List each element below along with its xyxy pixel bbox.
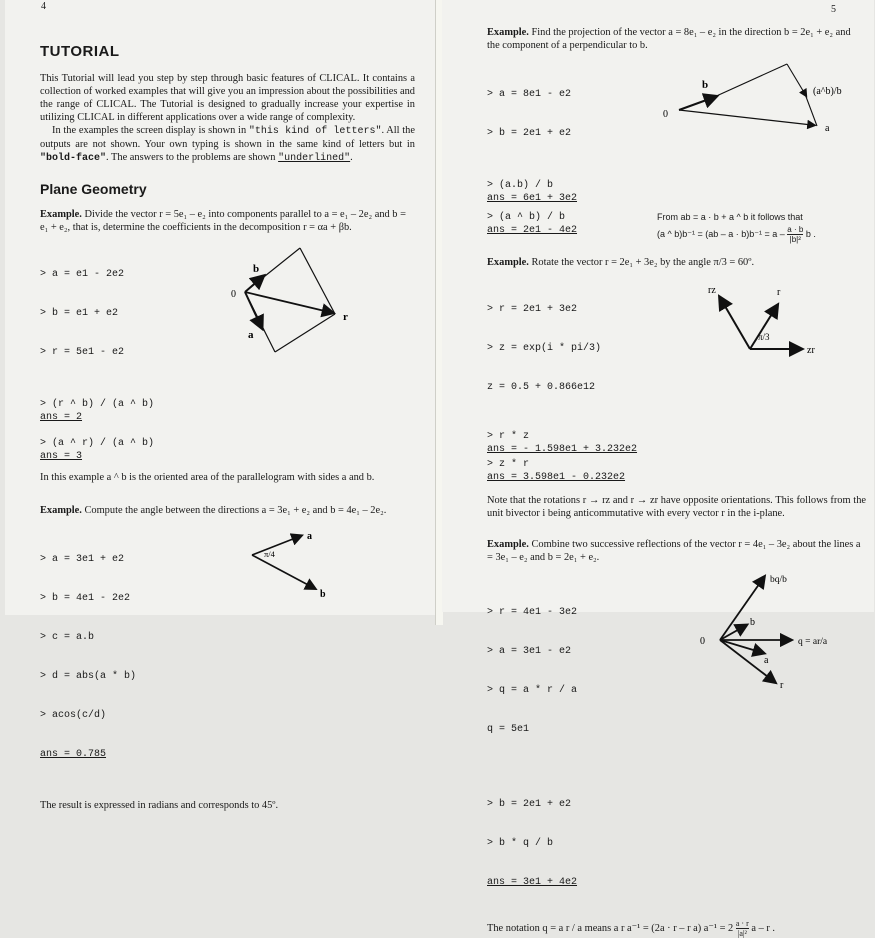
page-number: 5 <box>831 4 836 15</box>
parallelogram-diagram <box>225 242 365 360</box>
left-page <box>5 0 435 811</box>
example-4-answer-2: ans = 3.598e1 - 0.232e2 <box>487 472 626 483</box>
b-extension-line <box>712 64 787 98</box>
example-3-code <box>487 62 657 166</box>
text: a – r . <box>751 922 776 934</box>
code-line: > b = e1 + e2 <box>40 308 119 319</box>
intro-paragraph-1: This Tutorial will lead you step by step through basic features of CLICAL. It contains a collection of worked examples that will give you an impression about the possibilities and the range of CLICAL. The Tutorial is designed to gradually increase your expertise in utilizing CLICAL in different applications over a wide range of complexity. <box>40 73 415 123</box>
code-line: > b * q / b <box>487 838 554 849</box>
rz-label: rz <box>708 285 716 296</box>
example-1-note: In this example a ^ b is the oriented area of the parallelogram with sides a and b. <box>40 472 375 483</box>
projection-diagram <box>657 58 862 136</box>
example-3-block-2 <box>487 211 866 244</box>
code-line: > b = 4e1 - 2e2 <box>40 593 131 604</box>
example-4-code-column <box>487 277 692 484</box>
r-label: r <box>343 311 348 323</box>
origin-label: 0 <box>231 289 236 300</box>
zr-label: zr <box>807 345 815 356</box>
example-2-code <box>40 527 240 787</box>
page-title: TUTORIAL <box>40 43 120 60</box>
vector-b-arrow <box>245 279 260 292</box>
code-line: > a = 3e1 + e2 <box>40 554 125 565</box>
example-3-answer-2: ans = 2e1 - 4e2 <box>487 225 578 236</box>
text: The notation q = a r / a means a r a⁻¹ = (2a · r – r a) a⁻¹ = 2 <box>487 922 734 934</box>
vector-b-arrow <box>252 555 312 587</box>
side-line <box>300 248 335 314</box>
perp-arrow <box>787 64 805 94</box>
example-3-cmd1: > (a.b) / b <box>487 180 554 191</box>
code-line: > a = 3e1 - e2 <box>487 646 572 657</box>
example-4-block <box>487 277 866 484</box>
code-line: > r = 2e1 + 3e2 <box>487 304 578 315</box>
q-label: q = ar/a <box>798 637 828 647</box>
text: Combine two successive reflections of the vector r = 4e₁ – 3e₂ about the <box>531 539 832 550</box>
b-label: b <box>253 263 260 275</box>
fraction <box>787 225 803 244</box>
vector-r-arrow <box>750 309 775 349</box>
example-3-cmd2: > (a ^ b) / b <box>487 212 566 223</box>
formula-block <box>657 211 862 244</box>
example-1-code <box>40 242 225 385</box>
rotation-diagram <box>692 277 857 359</box>
example-1-block <box>40 242 415 463</box>
page-number: 4 <box>41 1 46 12</box>
a-label: a <box>307 531 312 542</box>
example-5-block <box>487 570 866 915</box>
r-label: r <box>777 287 781 298</box>
perp-label: (a^b)/b <box>813 86 842 97</box>
example-4-answer-1: ans = - 1.598e1 + 3.232e2 <box>487 444 638 455</box>
text: . The answers to the problems are shown <box>106 152 279 163</box>
example-5-code-2 <box>487 772 692 915</box>
numerator: a · b <box>787 225 804 234</box>
example-1-cmd2: > (a ^ r) / (a ^ b) <box>40 438 155 449</box>
text: (a ^ b)b⁻¹ = (ab – a · b)b⁻¹ = a – <box>657 228 785 239</box>
vector-a-arrow <box>679 110 812 125</box>
example-4-text <box>487 256 866 269</box>
denominator: |b|² <box>789 235 801 244</box>
bqb-label: bq/b <box>770 575 787 585</box>
example-label: Example. <box>40 209 82 220</box>
example-2-answer: ans = 0.785 <box>40 749 107 760</box>
origin-label: 0 <box>700 636 705 647</box>
text: Compute the angle between the directions a = 3e₁ + e₂ and b = 4e₁ – 2e₂. <box>84 505 387 516</box>
origin-label: 0 <box>663 109 668 120</box>
text: Divide the vector r = 5e₁ – e₂ into components parallel to a = e₁ – 2e₂ <box>84 209 373 220</box>
example-5-text <box>487 538 866 564</box>
example-4-cmd2: > z * r <box>487 459 530 470</box>
formula-line-2 <box>657 225 862 244</box>
b-label: b <box>320 589 326 600</box>
reflection-diagram <box>692 570 862 692</box>
angle-label: π/4 <box>264 549 275 559</box>
example-4-note: Note that the rotations r → rz and r → zr have opposite orientations. This follows from the unit bivector i being anticommutative with every vector r in the i-plane. <box>487 495 866 519</box>
vector-a-arrow <box>252 537 298 555</box>
code-line: > q = a * r / a <box>487 685 578 696</box>
example-1-answer-1: ans = 2 <box>40 412 83 423</box>
vector-bqb-arrow <box>720 580 762 640</box>
code-line: > a = e1 - 2e2 <box>40 269 125 280</box>
b-label: b <box>702 79 709 91</box>
vector-a-arrow <box>720 640 760 652</box>
example-5-note <box>487 919 866 938</box>
example-5-code <box>487 580 692 762</box>
text: b . <box>805 228 816 239</box>
example-2-block <box>40 527 415 787</box>
text: . <box>350 152 353 163</box>
mono-sample: "this kind of letters" <box>248 126 382 137</box>
intro-paragraph-2 <box>40 124 415 165</box>
vector-b-arrow <box>679 98 712 110</box>
code-line: > a = 8e1 - e2 <box>487 89 572 100</box>
perp-line <box>805 94 817 126</box>
example-5-answer: ans = 3e1 + 4e2 <box>487 877 578 888</box>
code-line: > d = abs(a * b) <box>40 671 137 682</box>
example-3-answer-1: ans = 6e1 + 3e2 <box>487 193 578 204</box>
code-line: > c = a.b <box>40 632 95 643</box>
angle-diagram <box>240 527 350 602</box>
example-label: Example. <box>40 505 82 516</box>
numerator: a · r <box>735 919 749 928</box>
output-line: q = 5e1 <box>487 724 530 735</box>
example-1-answer-2: ans = 3 <box>40 451 83 462</box>
example-2-note: The result is expressed in radians and corresponds to 45º. <box>40 800 279 811</box>
text: . All the outputs are not shown. Your own typing is shown in the same kind of letters but in <box>40 125 415 150</box>
vector-r-arrow <box>245 292 329 312</box>
example-1-cmd1: > (r ^ b) / (a ^ b) <box>40 399 155 410</box>
fraction <box>736 919 749 938</box>
example-3-code-column <box>487 58 657 205</box>
text: Rotate the vector r = 2e₁ + 3e₂ by the angle π/3 = 60º. <box>531 257 755 268</box>
example-3-block <box>487 58 866 205</box>
code-line: > b = 2e1 + e2 <box>487 128 572 139</box>
example-1-text <box>40 208 415 234</box>
code-line: > b = 2e1 + e2 <box>487 799 572 810</box>
example-label: Example. <box>487 539 529 550</box>
example-5-code-column <box>487 570 692 915</box>
r-label: r <box>780 680 784 691</box>
side-line <box>275 314 335 352</box>
text: and b = e₁ + e₂, that is, determine the coefficients in the decomposition r = αa + βb. <box>40 209 406 233</box>
code-line: > r = 4e1 - 3e2 <box>487 607 578 618</box>
right-page <box>442 0 874 938</box>
vector-a-arrow <box>245 292 260 324</box>
code-line: > z = exp(i * pi/3) <box>487 343 602 354</box>
formula-line-1: From ab = a · b + a ^ b it follows that <box>657 212 803 222</box>
example-3-code-column-2 <box>487 211 657 237</box>
example-2-text <box>40 504 415 517</box>
example-label: Example. <box>487 27 529 38</box>
output-line: z = 0.5 + 0.866e12 <box>487 382 596 393</box>
text: and the component of a perpendicular to b. <box>487 27 851 51</box>
text: In the examples the screen display is shown in <box>52 125 249 136</box>
example-3-text <box>487 26 862 52</box>
b-label: b <box>750 617 755 628</box>
example-1-code-column <box>40 242 225 463</box>
example-label: Example. <box>487 257 529 268</box>
example-4-cmd1: > r * z <box>487 431 530 442</box>
a-label: a <box>764 655 769 666</box>
a-label: a <box>825 123 830 134</box>
angle-label: π/3 <box>758 332 770 342</box>
denominator: |a|² <box>737 929 747 938</box>
code-line: > r = 5e1 - e2 <box>40 347 125 358</box>
code-line: > acos(c/d) <box>40 710 107 721</box>
underline-sample: "underlined" <box>278 153 351 164</box>
a-label: a <box>248 329 254 341</box>
bold-sample: "bold-face" <box>40 153 107 164</box>
section-heading: Plane Geometry <box>40 181 147 197</box>
vector-rz-arrow <box>722 301 750 349</box>
vector-b-arrow <box>720 627 743 640</box>
text: lines a = 3e₁ – e₂ and b = 2e₁ + e₂. <box>487 539 861 563</box>
example-4-code <box>487 277 692 420</box>
text: Find the projection of the vector a = 8e₁ – e₂ in the direction b = 2e₁ + e₂ <box>531 27 834 38</box>
